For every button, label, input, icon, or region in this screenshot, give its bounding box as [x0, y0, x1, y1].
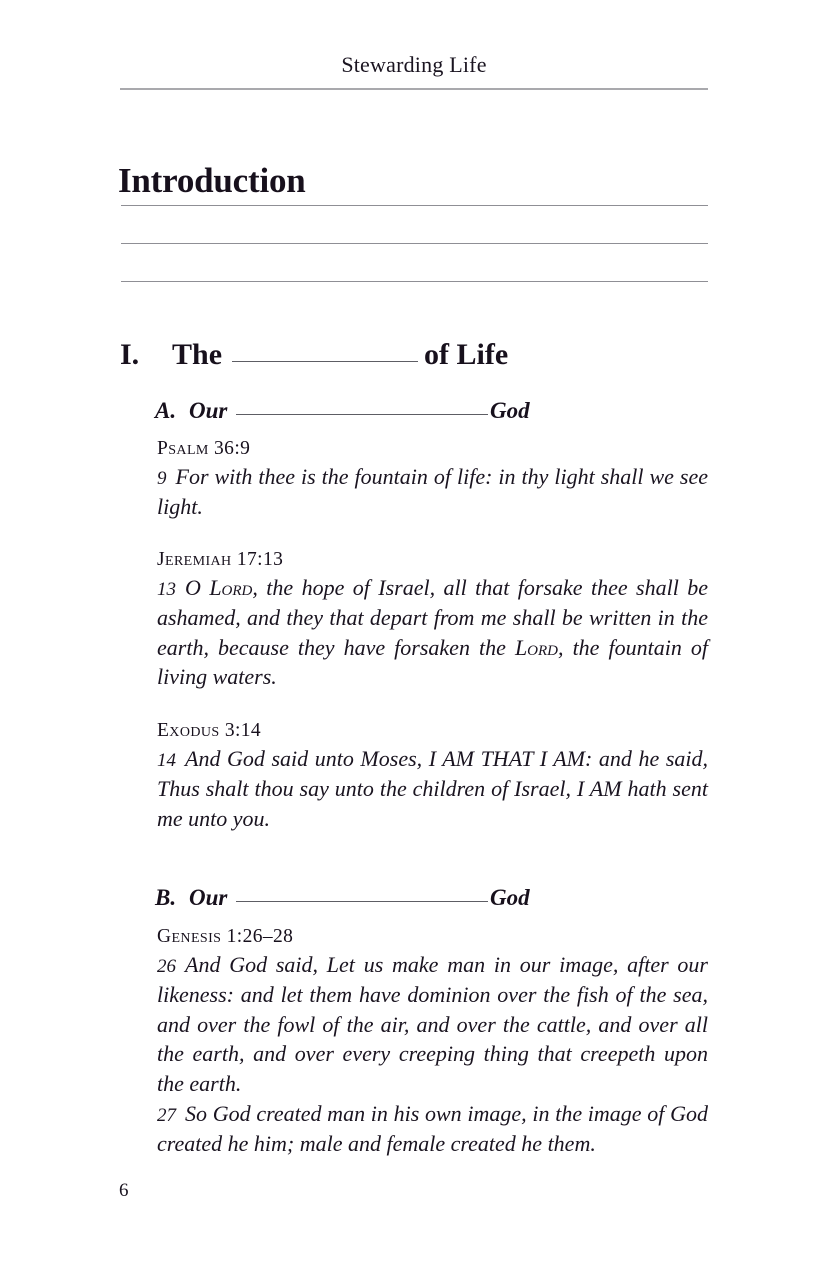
- verse: [157, 950, 708, 1098]
- divine-name: Lord: [514, 634, 559, 660]
- outline-marker-b: B.: [155, 885, 177, 910]
- scripture-block-jeremiah: [157, 548, 708, 692]
- fill-in-blank-b[interactable]: [236, 901, 488, 902]
- verse-number: 26: [157, 956, 176, 978]
- verse-number: 13: [157, 579, 176, 601]
- verse: [157, 573, 708, 692]
- header-rule: [120, 88, 708, 90]
- note-lines-group: [121, 205, 708, 319]
- page-title: Introduction: [118, 161, 306, 201]
- scripture-reference: Genesis 1:26–28: [157, 926, 294, 947]
- verse-text-part-2: , the hope of Israel, all that forsake thee shall be ashamed, and they that depart from me shall be written in the earth, because they have forsaken the: [157, 575, 708, 660]
- verse-number: 9: [157, 468, 167, 490]
- outline-heading-1: [120, 338, 720, 371]
- scripture-verses: [157, 950, 708, 1158]
- verse-text: And God said unto Moses, I AM THAT I AM: and he said, Thus shalt thou say unto the children of Israel, I AM hath sent me unto you.: [157, 746, 708, 831]
- verse-number: 14: [157, 750, 176, 772]
- fill-in-blank-1[interactable]: [232, 361, 418, 362]
- outline-marker-a: A.: [155, 398, 177, 423]
- outline-a-text-after: God: [489, 398, 530, 423]
- outline-text-after: of Life: [424, 338, 509, 371]
- note-line[interactable]: [121, 205, 708, 206]
- scripture-reference: Psalm 36:9: [157, 438, 251, 459]
- note-line[interactable]: [121, 243, 708, 244]
- page-number: 6: [119, 1180, 129, 1201]
- divine-name: Lord: [209, 575, 253, 601]
- outline-text-before: The: [172, 338, 229, 371]
- verse-text: For with thee is the fountain of life: in thy light shall we see light.: [157, 464, 708, 520]
- verse-text: And God said, Let us make man in our image, after our likeness: and let them have dominion over the fish of the sea, and over the fowl of the air, and over the cattle, and over all the earth, and over every creeping thing that creepeth upon the earth.: [157, 952, 708, 1097]
- verse: [157, 462, 708, 521]
- scripture-block-exodus: [157, 719, 708, 833]
- running-head: Stewarding Life: [341, 52, 487, 77]
- verse-text: So God created man in his own image, in the image of God created he him; male and female created he them.: [157, 1100, 708, 1156]
- scripture-verses: [157, 573, 708, 692]
- note-line[interactable]: [121, 281, 708, 282]
- verse-text-part-3: , the fountain of living waters.: [157, 634, 709, 690]
- outline-marker-roman: I.: [120, 338, 140, 371]
- scripture-block-psalm: [157, 437, 708, 522]
- verse-text-part-1: O: [185, 575, 210, 601]
- scripture-reference: Exodus 3:14: [157, 720, 262, 741]
- scripture-verses: [157, 744, 708, 833]
- verse: [157, 1099, 708, 1158]
- outline-heading-2-b: [155, 885, 715, 911]
- fill-in-blank-a[interactable]: [236, 414, 488, 415]
- verse: [157, 744, 708, 833]
- scripture-verses: [157, 462, 708, 521]
- verse-number: 27: [157, 1104, 176, 1126]
- scripture-reference: Jeremiah 17:13: [157, 549, 284, 570]
- outline-b-text-after: God: [489, 885, 530, 910]
- outline-b-text-before: Our: [189, 885, 232, 910]
- outline-a-text-before: Our: [189, 398, 232, 423]
- scripture-block-genesis: [157, 925, 708, 1158]
- outline-heading-2-a: [155, 398, 715, 424]
